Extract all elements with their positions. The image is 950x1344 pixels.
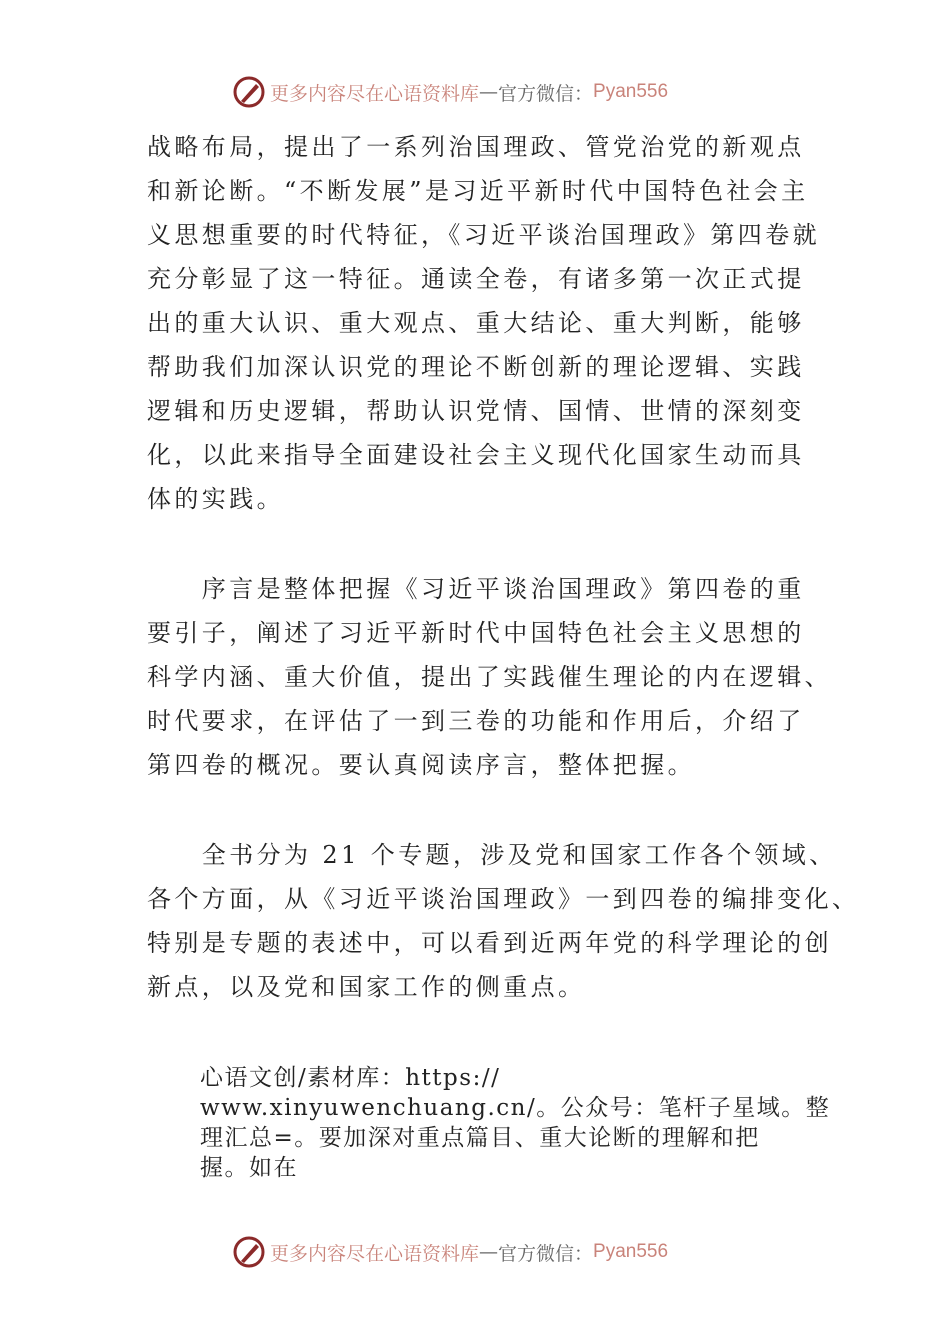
paragraph-line: 义思想重要的时代特征，《习近平谈治国理政》第四卷就 (147, 221, 820, 249)
paragraph-line: 逻辑和历史逻辑，帮助认识党情、国情、世情的深刻变 (147, 397, 805, 425)
wechat-label: 官方微信： (498, 82, 594, 105)
paragraph-line: 战略布局，提出了一系列治国理政、管党治党的新观点 (147, 133, 805, 161)
wechat-label: 官方微信： (498, 1242, 594, 1265)
paragraph-line: 出的重大认识、重大观点、重大结论、重大判断，能够 (147, 309, 805, 337)
paragraph-line: 科学内涵、重大价值，提出了实践催生理论的内在逻辑、 (147, 663, 832, 691)
header-watermark (232, 72, 732, 112)
note-line: 握。如在 (200, 1155, 298, 1181)
pen-logo-icon (232, 1235, 266, 1269)
note-line: 理汇总=。要加深对重点篇目、重大论断的理解和把 (200, 1125, 760, 1151)
paragraph-line: 各个方面，从《习近平谈治国理政》一到四卷的编排变化、 (147, 885, 860, 913)
paragraph-line: 序言是整体把握《习近平谈治国理政》第四卷的重 (147, 575, 805, 603)
pen-logo-icon (232, 75, 266, 109)
paragraph-line: 化，以此来指导全面建设社会主义现代化国家生动而具 (147, 441, 805, 469)
note-line: www.xinyuwenchuang.cn/。公众号：笔杆子星域。整 (200, 1095, 831, 1121)
site-name: 更多内容尽在心语资料库 (270, 82, 480, 105)
paragraph-line: 体的实践。 (147, 485, 284, 513)
paragraph-line: 帮助我们加深认识党的理论不断创新的理论逻辑、实践 (147, 353, 805, 381)
note-line: 心语文创/素材库：https:// (200, 1065, 501, 1091)
wechat-id: Pyan556 (593, 1241, 669, 1262)
paragraph-line: 充分彰显了这一特征。通读全卷，有诸多第一次正式提 (147, 265, 805, 293)
dash: — (479, 81, 499, 103)
paragraph-line: 第四卷的概况。要认真阅读序言，整体把握。 (147, 751, 695, 779)
paragraph-line: 新点，以及党和国家工作的侧重点。 (147, 973, 586, 1001)
site-name: 更多内容尽在心语资料库 (270, 1242, 480, 1265)
paragraph-line: 和新论断。“不断发展”是习近平新时代中国特色社会主 (147, 177, 809, 205)
dash: — (479, 1241, 499, 1263)
paragraph-line: 要引子，阐述了习近平新时代中国特色社会主义思想的 (147, 619, 805, 647)
footer-watermark (232, 1232, 732, 1272)
wechat-id: Pyan556 (593, 81, 669, 102)
paragraph-line: 时代要求，在评估了一到三卷的功能和作用后，介绍了 (147, 707, 805, 735)
paragraph-line: 特别是专题的表述中，可以看到近两年党的科学理论的创 (147, 929, 832, 957)
paragraph-line: 全书分为 21 个专题，涉及党和国家工作各个领域、 (147, 841, 837, 869)
